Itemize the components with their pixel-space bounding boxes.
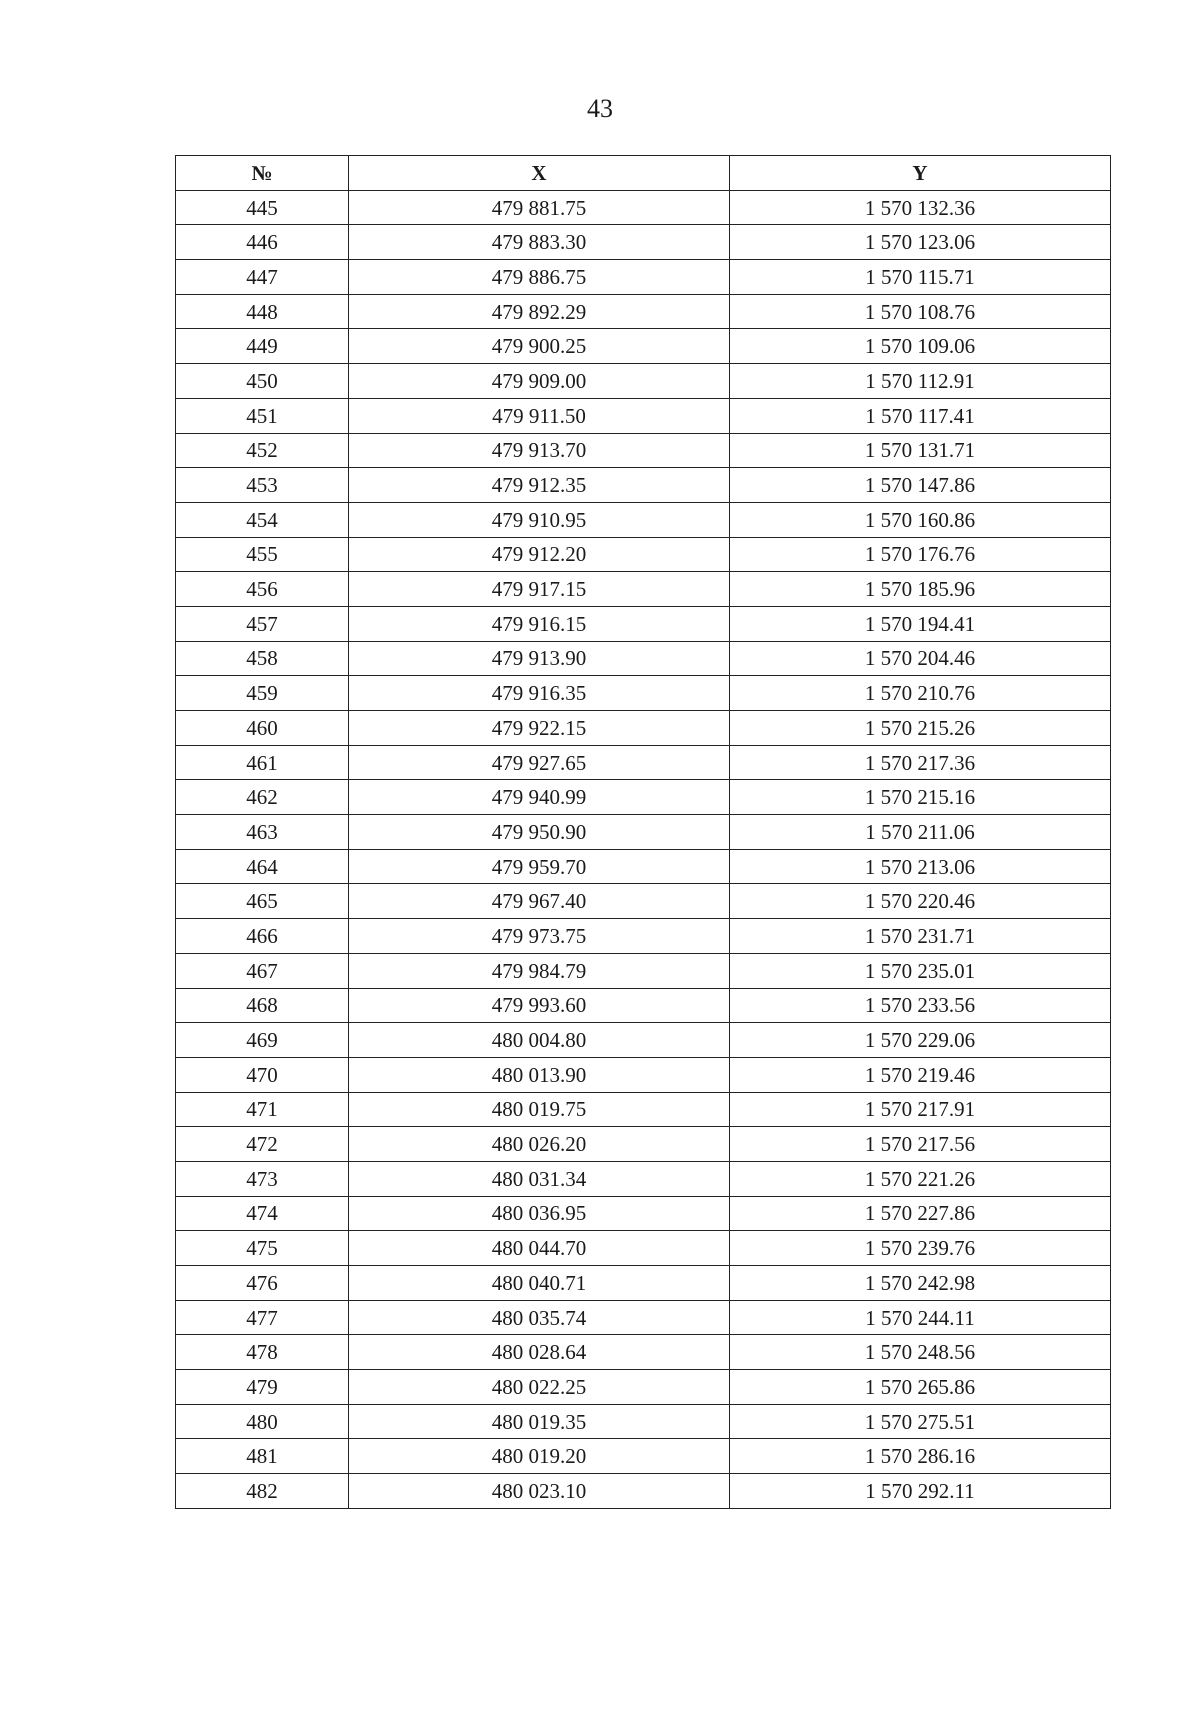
table-row [176, 468, 1111, 503]
cell-number: 458 [176, 641, 349, 676]
table-row [176, 1266, 1111, 1301]
cell-y: 1 570 210.76 [730, 676, 1111, 711]
cell-x: 480 023.10 [349, 1474, 730, 1509]
page-number: 43 [587, 94, 613, 123]
cell-y: 1 570 244.11 [730, 1300, 1111, 1335]
cell-y: 1 570 217.91 [730, 1092, 1111, 1127]
cell-y: 1 570 275.51 [730, 1404, 1111, 1439]
cell-number: 449 [176, 329, 349, 364]
cell-number: 457 [176, 606, 349, 641]
cell-x: 479 984.79 [349, 953, 730, 988]
cell-number: 445 [176, 190, 349, 225]
cell-x: 479 912.20 [349, 537, 730, 572]
cell-number: 460 [176, 711, 349, 746]
cell-number: 467 [176, 953, 349, 988]
cell-number: 471 [176, 1092, 349, 1127]
cell-number: 478 [176, 1335, 349, 1370]
cell-x: 479 959.70 [349, 849, 730, 884]
table-row [176, 537, 1111, 572]
cell-number: 447 [176, 260, 349, 295]
table-row [176, 1474, 1111, 1509]
cell-number: 461 [176, 745, 349, 780]
cell-number: 470 [176, 1057, 349, 1092]
cell-y: 1 570 219.46 [730, 1057, 1111, 1092]
cell-y: 1 570 117.41 [730, 398, 1111, 433]
cell-y: 1 570 220.46 [730, 884, 1111, 919]
table-row [176, 329, 1111, 364]
cell-y: 1 570 112.91 [730, 364, 1111, 399]
cell-number: 469 [176, 1023, 349, 1058]
cell-x: 480 019.35 [349, 1404, 730, 1439]
coordinates-table [175, 155, 1111, 1509]
cell-x: 479 917.15 [349, 572, 730, 607]
table-row [176, 953, 1111, 988]
table-row [176, 1335, 1111, 1370]
table-row [176, 398, 1111, 433]
cell-number: 450 [176, 364, 349, 399]
cell-y: 1 570 265.86 [730, 1370, 1111, 1405]
cell-y: 1 570 109.06 [730, 329, 1111, 364]
table-row [176, 260, 1111, 295]
cell-x: 479 950.90 [349, 815, 730, 850]
cell-y: 1 570 217.36 [730, 745, 1111, 780]
cell-x: 479 910.95 [349, 502, 730, 537]
table-row [176, 1404, 1111, 1439]
cell-number: 463 [176, 815, 349, 850]
cell-y: 1 570 248.56 [730, 1335, 1111, 1370]
cell-x: 480 036.95 [349, 1196, 730, 1231]
table-row [176, 641, 1111, 676]
cell-x: 479 967.40 [349, 884, 730, 919]
cell-number: 475 [176, 1231, 349, 1266]
cell-x: 479 912.35 [349, 468, 730, 503]
table-row [176, 1127, 1111, 1162]
cell-number: 480 [176, 1404, 349, 1439]
cell-x: 480 028.64 [349, 1335, 730, 1370]
table-row [176, 572, 1111, 607]
cell-number: 462 [176, 780, 349, 815]
cell-y: 1 570 215.26 [730, 711, 1111, 746]
cell-number: 448 [176, 294, 349, 329]
cell-y: 1 570 292.11 [730, 1474, 1111, 1509]
table-header-row [176, 156, 1111, 191]
table-row [176, 988, 1111, 1023]
cell-number: 446 [176, 225, 349, 260]
cell-x: 479 911.50 [349, 398, 730, 433]
cell-number: 481 [176, 1439, 349, 1474]
table-row [176, 1092, 1111, 1127]
cell-number: 459 [176, 676, 349, 711]
column-header-x: X [349, 156, 730, 191]
cell-x: 479 922.15 [349, 711, 730, 746]
cell-x: 479 916.15 [349, 606, 730, 641]
cell-number: 477 [176, 1300, 349, 1335]
table-row [176, 815, 1111, 850]
table-row [176, 225, 1111, 260]
cell-number: 479 [176, 1370, 349, 1405]
table-row [176, 919, 1111, 954]
table-row [176, 433, 1111, 468]
cell-y: 1 570 185.96 [730, 572, 1111, 607]
cell-y: 1 570 123.06 [730, 225, 1111, 260]
cell-x: 479 913.90 [349, 641, 730, 676]
table-row [176, 884, 1111, 919]
cell-x: 479 993.60 [349, 988, 730, 1023]
cell-x: 479 886.75 [349, 260, 730, 295]
table-row [176, 1439, 1111, 1474]
cell-number: 453 [176, 468, 349, 503]
cell-number: 452 [176, 433, 349, 468]
table-row [176, 294, 1111, 329]
cell-x: 480 004.80 [349, 1023, 730, 1058]
cell-y: 1 570 160.86 [730, 502, 1111, 537]
cell-number: 455 [176, 537, 349, 572]
cell-y: 1 570 231.71 [730, 919, 1111, 954]
table-row [176, 780, 1111, 815]
cell-x: 479 940.99 [349, 780, 730, 815]
cell-x: 479 927.65 [349, 745, 730, 780]
table-row [176, 502, 1111, 537]
cell-x: 480 035.74 [349, 1300, 730, 1335]
table-row [176, 364, 1111, 399]
cell-number: 451 [176, 398, 349, 433]
cell-x: 479 909.00 [349, 364, 730, 399]
cell-y: 1 570 215.16 [730, 780, 1111, 815]
cell-x: 479 973.75 [349, 919, 730, 954]
cell-number: 473 [176, 1161, 349, 1196]
cell-y: 1 570 217.56 [730, 1127, 1111, 1162]
cell-y: 1 570 176.76 [730, 537, 1111, 572]
cell-y: 1 570 132.36 [730, 190, 1111, 225]
cell-x: 480 044.70 [349, 1231, 730, 1266]
cell-y: 1 570 194.41 [730, 606, 1111, 641]
table-row [176, 1300, 1111, 1335]
table-row [176, 1057, 1111, 1092]
cell-x: 479 913.70 [349, 433, 730, 468]
cell-y: 1 570 286.16 [730, 1439, 1111, 1474]
table-row [176, 745, 1111, 780]
table-row [176, 1231, 1111, 1266]
cell-y: 1 570 147.86 [730, 468, 1111, 503]
cell-number: 465 [176, 884, 349, 919]
table-row [176, 1023, 1111, 1058]
table-row [176, 1196, 1111, 1231]
cell-number: 476 [176, 1266, 349, 1301]
cell-x: 479 916.35 [349, 676, 730, 711]
cell-y: 1 570 235.01 [730, 953, 1111, 988]
cell-x: 480 026.20 [349, 1127, 730, 1162]
cell-y: 1 570 204.46 [730, 641, 1111, 676]
cell-number: 454 [176, 502, 349, 537]
column-header-number: № [176, 156, 349, 191]
cell-y: 1 570 213.06 [730, 849, 1111, 884]
cell-y: 1 570 242.98 [730, 1266, 1111, 1301]
table-row [176, 676, 1111, 711]
cell-number: 464 [176, 849, 349, 884]
column-header-y: Y [730, 156, 1111, 191]
table-body [176, 190, 1111, 1508]
cell-x: 480 019.75 [349, 1092, 730, 1127]
cell-y: 1 570 233.56 [730, 988, 1111, 1023]
table-row [176, 849, 1111, 884]
cell-number: 456 [176, 572, 349, 607]
cell-y: 1 570 211.06 [730, 815, 1111, 850]
cell-x: 480 040.71 [349, 1266, 730, 1301]
cell-number: 482 [176, 1474, 349, 1509]
cell-x: 480 019.20 [349, 1439, 730, 1474]
cell-y: 1 570 108.76 [730, 294, 1111, 329]
cell-number: 468 [176, 988, 349, 1023]
table-row [176, 1161, 1111, 1196]
table-row [176, 190, 1111, 225]
cell-x: 479 881.75 [349, 190, 730, 225]
cell-x: 479 892.29 [349, 294, 730, 329]
cell-y: 1 570 227.86 [730, 1196, 1111, 1231]
cell-y: 1 570 239.76 [730, 1231, 1111, 1266]
cell-x: 480 022.25 [349, 1370, 730, 1405]
cell-x: 479 900.25 [349, 329, 730, 364]
cell-number: 474 [176, 1196, 349, 1231]
cell-y: 1 570 115.71 [730, 260, 1111, 295]
cell-y: 1 570 229.06 [730, 1023, 1111, 1058]
table-row [176, 606, 1111, 641]
cell-y: 1 570 221.26 [730, 1161, 1111, 1196]
cell-x: 480 013.90 [349, 1057, 730, 1092]
cell-number: 466 [176, 919, 349, 954]
cell-number: 472 [176, 1127, 349, 1162]
cell-x: 479 883.30 [349, 225, 730, 260]
cell-y: 1 570 131.71 [730, 433, 1111, 468]
table-row [176, 1370, 1111, 1405]
table-row [176, 711, 1111, 746]
cell-x: 480 031.34 [349, 1161, 730, 1196]
